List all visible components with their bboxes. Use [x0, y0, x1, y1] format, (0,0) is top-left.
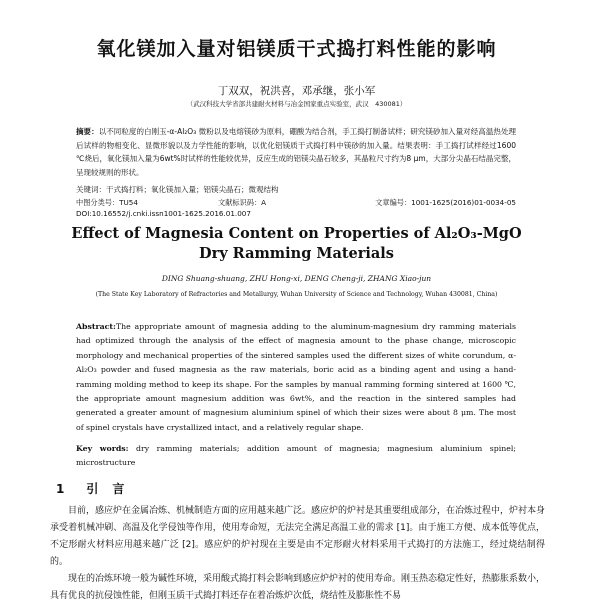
chinese-affiliation: （武汉科技大学省部共建耐火材料与冶金国家重点实验室，武汉 430081）	[186, 100, 407, 108]
english-title-line2: Dry Ramming Materials	[199, 245, 394, 262]
english-keywords-text: dry ramming materials; addition amount of magnesia; magnesium aluminium spinel; microstructure	[76, 444, 516, 468]
chinese-abstract	[76, 125, 516, 179]
english-keywords	[76, 442, 516, 471]
clc-number: 中图分类号：TU54	[76, 198, 138, 207]
body-paragraph-2: 现在的冶炼环境一般为碱性环境，采用酸式捣打料会影响到感应炉炉衬的使用寿命。刚玉热态稳定性好，热膨胀系数小，具有优良的抗侵蚀性能，但刚玉质干式捣打料还存在着冶炼炉次低，烧结性及膨胀性不易	[50, 574, 546, 601]
english-title-line1: Effect of Magnesia Content on Properties of Al₂O₃-MgO	[71, 225, 522, 242]
chinese-abstract-label: 摘要：	[76, 127, 99, 136]
chinese-title: 氧化镁加入量对铝镁质干式捣打料性能的影响	[96, 38, 497, 60]
english-abstract-label: Abstract:	[76, 322, 116, 331]
english-affiliation: (The State Key Laboratory of Refractories and Metallurgy, Wuhan University of Science and Technology, Wuhan 430081, China)	[95, 291, 498, 298]
chinese-abstract-text: 以不同粒度的白刚玉-α-Al₂O₃ 微粉以及电熔镁砂为原料，硼酸为结合剂，手工捣打制备试样；研究镁砂加入量对经高温热处理后试样的物相变化、显微形貌以及力学性能的影响，以优化铝镁质干式捣打料中镁砂的加入量。结果表明：手工捣打试样经过1600 ℃烧后，氧化镁加入量为6wt%时试样的性能较优异，反应生成的铝镁尖晶石较多，其晶粒尺寸约为8 μm，大部分尖晶石结晶完整，呈现较规则的形状。	[76, 127, 517, 177]
section-heading	[56, 480, 138, 497]
document-code: 文献标识码：A	[218, 198, 267, 207]
body-text	[50, 503, 545, 605]
doi: DOI:10.16552/j.cnki.issn1001-1625.2016.01.007	[76, 209, 251, 218]
english-authors: DING Shuang-shuang, ZHU Hong-xi, DENG Cheng-ji, ZHANG Xiao-jun	[161, 274, 432, 283]
classification-row	[76, 198, 516, 208]
section-title: 引言	[86, 482, 139, 496]
body-paragraph-1: 目前，感应炉在金属冶炼、机械制造方面的应用越来越广泛。感应炉的炉衬是其重要组成部分，在冶炼过程中，炉衬本身承受着机械冲刷、高温及化学侵蚀等作用，使用寿命短，无法完全满足高温工业的需求 [1]。由于施工方便、成本低等优点，不定形耐火材料应用越来越广泛 [2]。感应炉的炉衬现在主要是由不定形耐火材料采用干式捣打的方法施工，经过烧结制得的。	[50, 506, 546, 567]
section-number: 1	[56, 482, 65, 496]
article-number: 文章编号：1001-1625(2016)01-0034-05	[375, 198, 516, 207]
english-keywords-label: Key words:	[76, 444, 129, 453]
english-abstract-text: The appropriate amount of magnesia adding to the aluminum-magnesium dry ramming materials had optimized through the analysis of the effect of magnesia amount to the phase change, microscopic morphology and mechanical properties of the sintered samples used the different sizes of white corundum, α-Al₂O₃ powder and fused magnesia as the raw materials, boric acid as a binding agent and using a hand-ramming molding method to keep its shape. For the samples by manual ramming forming sintered at 1600 ℃, the appropriate amount magnesium addition was 6wt%, and the reaction in the sintered samples had generated a greater amount of magnesium aluminium spinel of which their sizes were about 8 μm. The most of spinel crystals have crystallized intact, and a relatively regular shape.	[76, 322, 516, 432]
english-title	[0, 224, 593, 264]
english-abstract	[76, 320, 516, 435]
chinese-authors: 丁双双，祝洪喜，邓承继，张小军	[217, 85, 376, 97]
chinese-keywords: 关键词：干式捣打料；氧化镁加入量；铝镁尖晶石；微观结构	[76, 185, 279, 194]
